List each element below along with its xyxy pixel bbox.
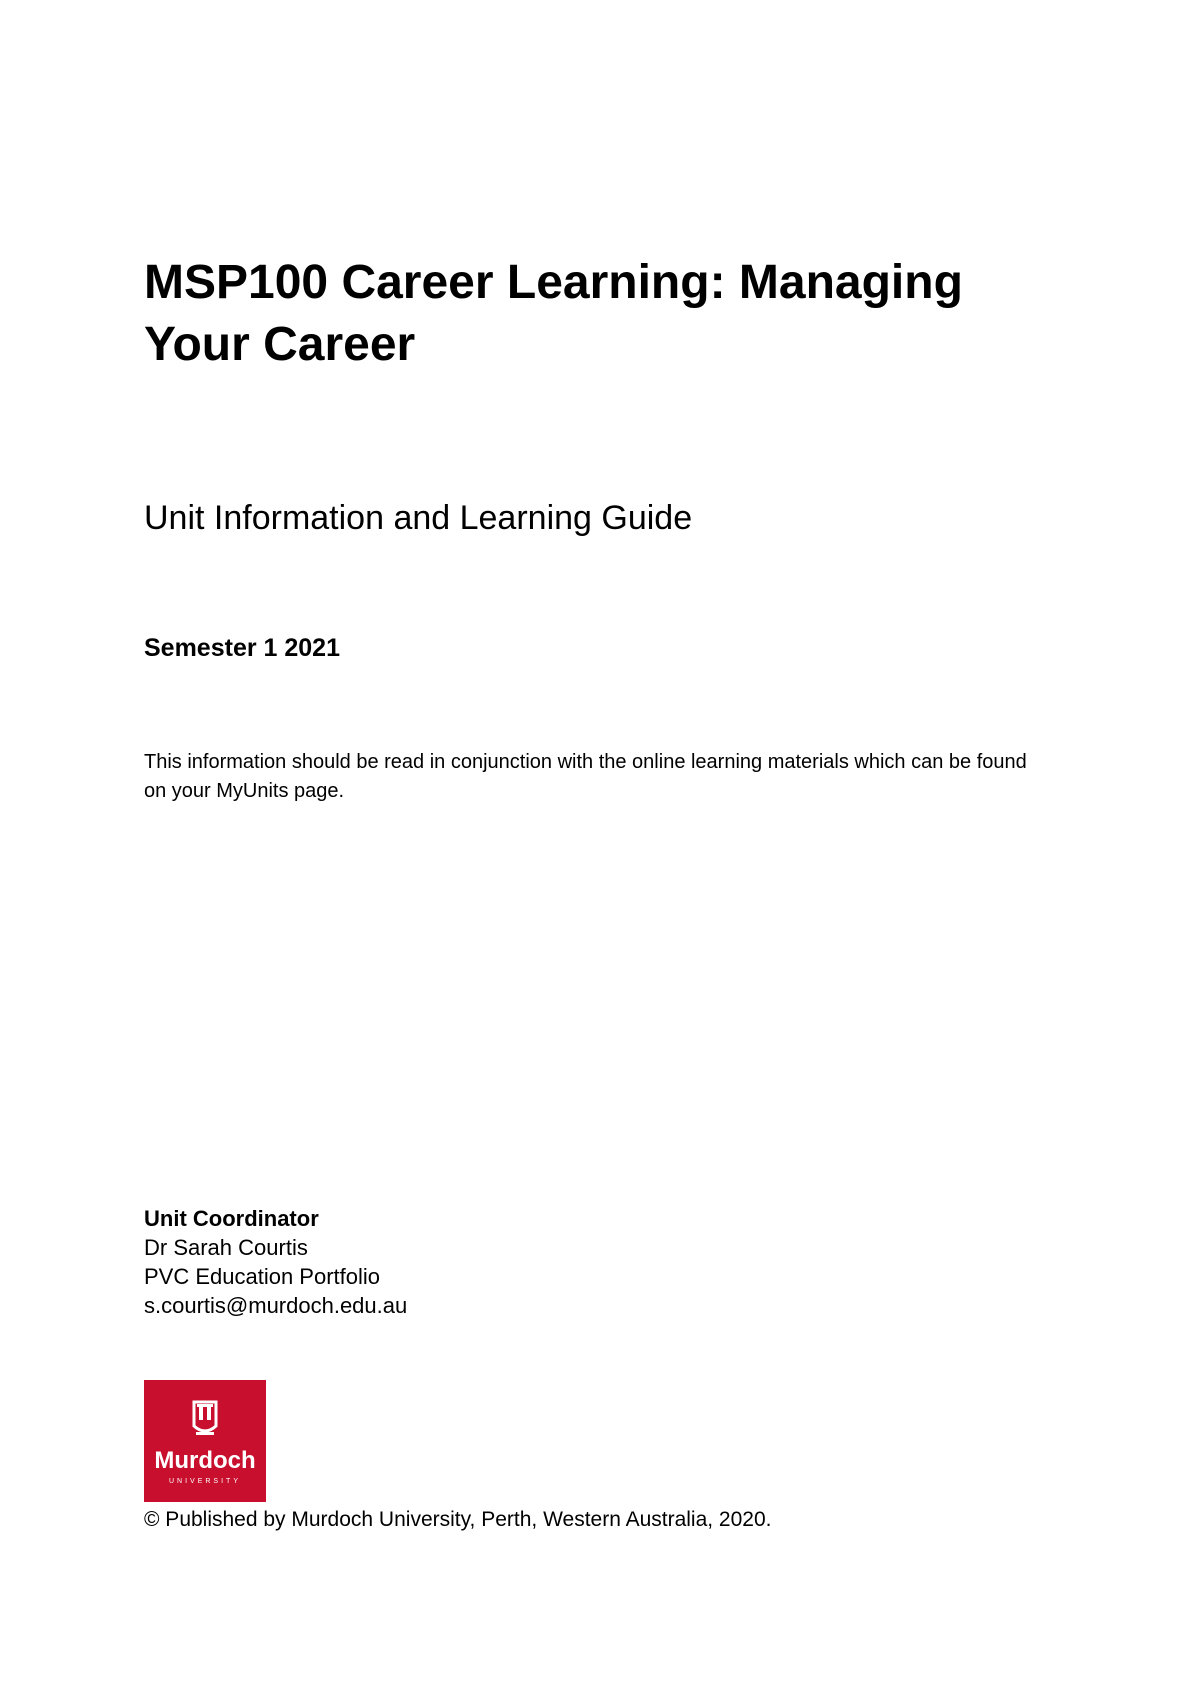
- university-crest-icon: [144, 1380, 266, 1502]
- coordinator-name: Dr Sarah Courtis: [144, 1235, 308, 1260]
- logo-tagline: UNIVERSITY: [168, 1478, 242, 1485]
- logo-name: Murdoch: [154, 1447, 256, 1474]
- coordinator-label: Unit Coordinator: [144, 1206, 319, 1231]
- semester-label: Semester 1 2021: [144, 634, 340, 662]
- document-title: MSP100 Career Learning: Managing Your Career: [144, 256, 963, 371]
- copyright-notice: © Published by Murdoch University, Perth, Western Australia, 2020.: [144, 1508, 772, 1531]
- document-subtitle: Unit Information and Learning Guide: [144, 499, 693, 537]
- unit-coordinator-block: [144, 1204, 407, 1320]
- coordinator-email: s.courtis@murdoch.edu.au: [144, 1293, 408, 1318]
- murdoch-university-logo: [144, 1380, 266, 1502]
- intro-paragraph: This information should be read in conjunction with the online learning materials which can be found on your MyUnits page.: [144, 751, 1027, 802]
- coordinator-department: PVC Education Portfolio: [144, 1264, 381, 1289]
